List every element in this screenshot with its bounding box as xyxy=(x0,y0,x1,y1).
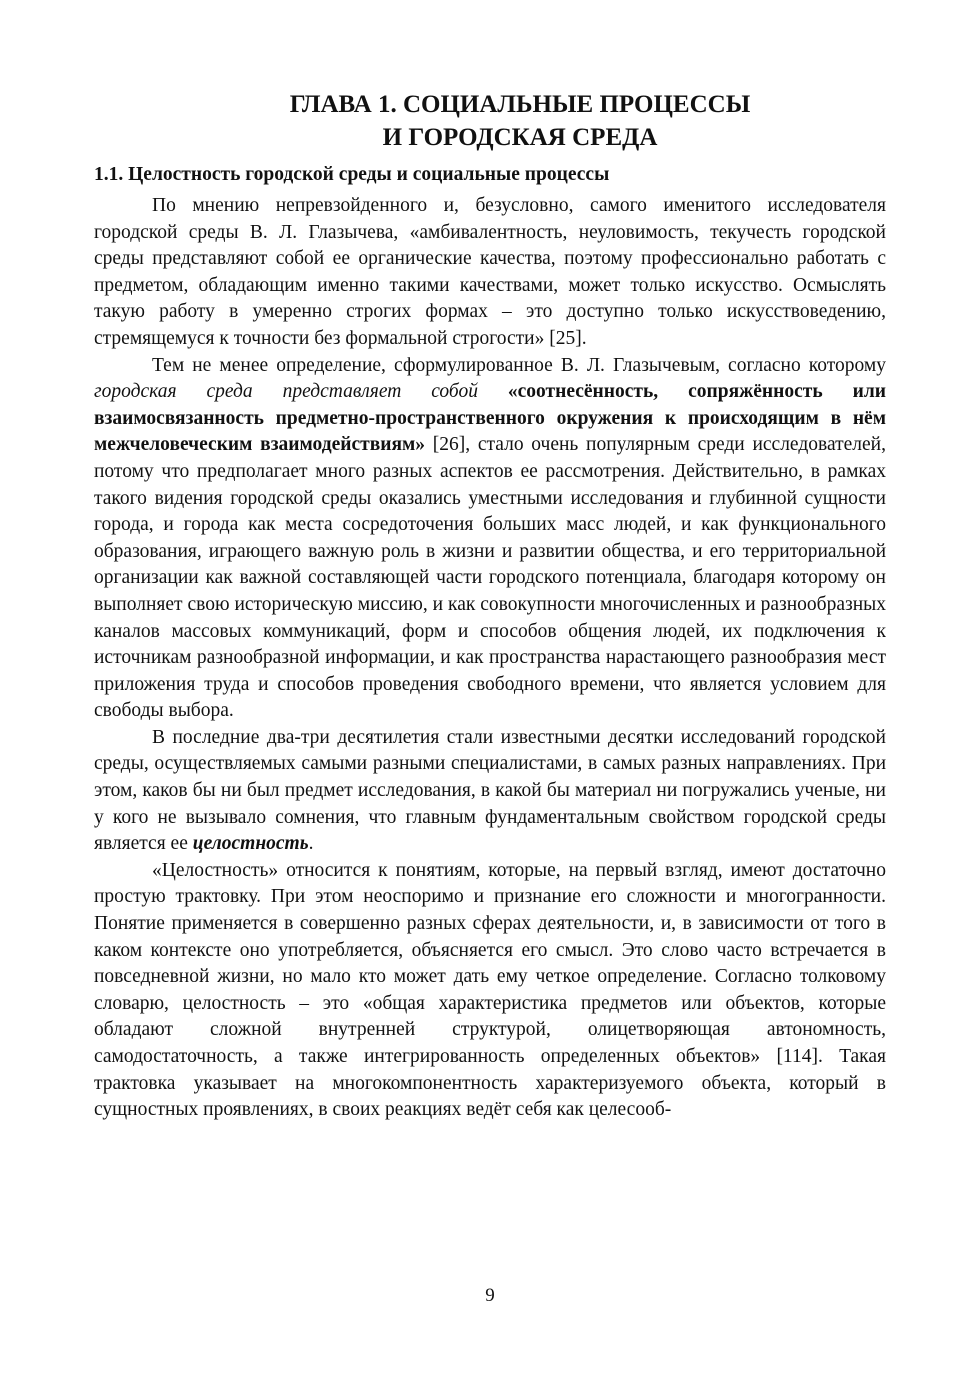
page-number: 9 xyxy=(485,1285,495,1306)
paragraph-3 xyxy=(94,725,886,858)
paragraph-2-text-start: Тем не менее определение, сформулированное В. Л. Глазычевым, согласно которому xyxy=(152,354,886,376)
chapter-title-line-2: И ГОРОДСКАЯ СРЕДА xyxy=(382,124,658,151)
paragraph-4-text: «Целостность» относится к понятиям, которые, на первый взгляд, имеют достаточно простую трактовку. При этом неоспоримо и признание его сложности и многогранности. Понятие применяется в совершенно разных сферах деятельности, и, в зависимости от того в каком контексте оно употребляется, объясняется его смысл. Это слово часто встречается в повседневной жизни, но мало кто может дать ему четкое определение. Согласно толковому словарю, целостность – это «общая характеристика предметов или объектов, которые обладают сложной внутренней структурой, олицетворяющая автономность, самодостаточность, а также интегрированность определенных объектов» [114]. Такая трактовка указывает на многокомпонентность характеризуемого объекта, который в сущностных проявлениях, в своих реакциях ведёт себя как целесооб- xyxy=(94,859,886,1121)
paragraph-2-text-end: [26], стало очень популярным среди исследователей, потому что предполагает много разных аспектов ее рассмотрения. Действительно, в рамках такого видения городской среды оказались уместными исследования и глубинной сущности города, и города как места сосредоточения больших масс людей, и как функционального образования, играющего важную роль в жизни и развитии общества, и его территориальной организации как важной составляющей части городского потенциала, благодаря которому он выполняет свою историческую миссию, и как совокупности многочисленных и разнообразных каналов массовых коммуникаций, форм и способов общения людей, их подключения к источникам разнообразной информации, и как пространства нарастающего разнообразия мест приложения труда и способов проведения свободного времени, что является условием для свободы выбора. xyxy=(94,434,886,722)
chapter-title xyxy=(94,88,886,154)
paragraph-2 xyxy=(94,353,886,725)
paragraph-4 xyxy=(94,858,886,1124)
paragraph-3-text-start: В последние два-три десятилетия стали известными десятки исследований городской среды, осуществляемых самыми разными специалистами, в самых разных направлениях. При этом, каков бы ни был предмет исследования, в какой бы материал ни погружались ученые, ни у кого не вызывало сомнения, что главным фундаментальным свойством городской среды является ее xyxy=(94,726,886,855)
paragraph-1 xyxy=(94,193,886,353)
paragraph-2-italic-text: городская среда представляет собой xyxy=(94,381,478,403)
paragraph-3-emphasis: целостность xyxy=(192,833,309,855)
chapter-title-line-1: ГЛАВА 1. СОЦИАЛЬНЫЕ ПРОЦЕССЫ xyxy=(289,91,751,118)
paragraph-1-text: По мнению непревзойденного и, безусловно, самого именитого исследователя городской среды В. Л. Глазычева, «амбивалентность, неуловимость, текучесть городской среды представляют собой ее органические качества, поэтому профессионально работать с предметом, обладающим именно такими качествами, может только искусство. Осмыслять такую работу в умеренно строгих формах – это доступно только искусствоведению, стремящемуся к точности без формальной строгости» [25]. xyxy=(94,195,886,349)
paragraph-2-bold-definition: «соотнесённость, сопряжённость или взаимосвязанность предметно-пространственного окружения к происходящим в нём межчеловеческим взаимодействиям» xyxy=(94,381,886,456)
section-title: 1.1. Целостность городской среды и социальные процессы xyxy=(94,164,610,185)
paragraph-3-text-end: . xyxy=(308,833,314,855)
document-page xyxy=(94,88,886,1124)
